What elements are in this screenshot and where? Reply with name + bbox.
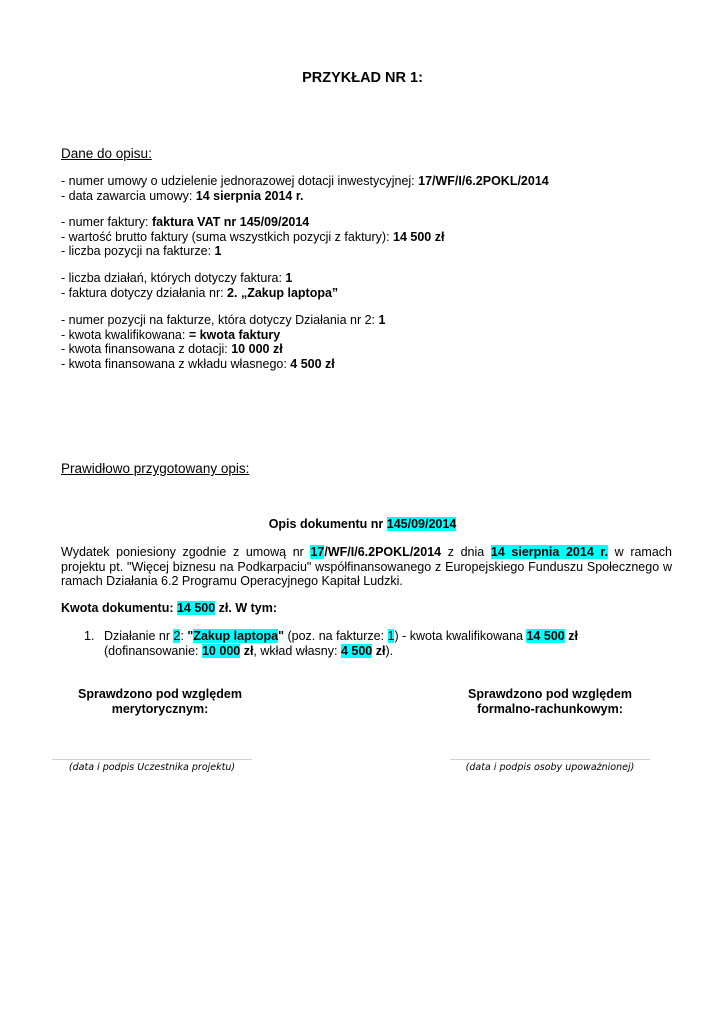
label: - kwota finansowana z dotacji: xyxy=(61,342,232,357)
value: = kwota faktury xyxy=(188,327,281,342)
value: 17/WF/I/6.2POKL/2014 xyxy=(418,174,549,188)
value: 2. „Zakup laptopa” xyxy=(227,285,339,300)
line-faktura-numer xyxy=(61,215,701,230)
signature-label-line1: Sprawdzono pod względem xyxy=(78,687,242,701)
label: - data zawarcia umowy: xyxy=(61,188,196,203)
dzialanie-number: 2 xyxy=(173,629,181,643)
line-liczba-dzialan xyxy=(61,271,701,286)
kwota-value: 14 500 xyxy=(176,601,216,615)
label: - numer pozycji na fakturze, która dotyczy Działania nr 2: xyxy=(61,313,379,327)
quote: " xyxy=(187,629,194,643)
text: (poz. na fakturze: xyxy=(284,629,388,643)
text: ) - kwota kwalifikowana xyxy=(394,629,527,643)
value: 14 sierpnia 2014 r. xyxy=(195,188,304,203)
section-heading-dane: Dane do opisu: xyxy=(61,146,152,161)
label: - liczba pozycji na fakturze: xyxy=(61,244,215,259)
opis-paragraph xyxy=(61,545,672,589)
list-number: 1. xyxy=(84,629,95,643)
dane-block-umowa xyxy=(61,174,701,203)
label: - liczba działań, których dotyczy faktura: xyxy=(61,271,286,285)
currency: zł xyxy=(240,643,254,658)
section-heading-opis: Prawidłowo przygotowany opis: xyxy=(61,461,250,476)
umowa-number-rest: /WF/I/6.2POKL/2014 xyxy=(324,545,442,559)
line-liczba-pozycji xyxy=(61,244,701,259)
kwota-dokumentu xyxy=(61,601,277,615)
label: - kwota finansowana z wkładu własnego: xyxy=(61,356,291,371)
value: 1 xyxy=(285,271,293,285)
document-number: 145/09/2014 xyxy=(386,517,457,531)
dane-block-dzialania xyxy=(61,271,701,300)
label: Opis dokumentu nr xyxy=(268,517,387,531)
signature-caption-left: (data i podpis Uczestnika projektu) xyxy=(68,762,236,773)
signature-line-right xyxy=(450,759,650,760)
line-wartosc xyxy=(61,230,701,245)
label: Kwota dokumentu: xyxy=(61,601,177,615)
suffix: zł. W tym: xyxy=(215,601,278,615)
kwota-kwalifikowana: 14 500 xyxy=(526,629,565,643)
label: - numer faktury: xyxy=(61,215,152,229)
signature-label-line1: Sprawdzono pod względem xyxy=(468,687,632,701)
label: - kwota kwalifikowana: xyxy=(61,327,189,342)
pozycja-number: 1 xyxy=(387,629,395,643)
text: Działanie nr xyxy=(104,629,174,643)
signature-label-line2: formalno-rachunkowym: xyxy=(477,701,623,716)
text: ). xyxy=(385,643,394,658)
signature-label-line2: merytorycznym: xyxy=(111,701,209,716)
value: 14 500 zł xyxy=(393,229,445,244)
value: 4 500 zł xyxy=(290,356,335,371)
dane-block-kwoty xyxy=(61,313,701,371)
page-title: PRZYKŁAD NR 1: xyxy=(302,70,423,86)
signature-block-merytoryczny xyxy=(55,687,265,716)
line-pozycje-dz2 xyxy=(61,313,701,328)
text: Wydatek poniesiony zgodnie z umową nr xyxy=(61,545,311,559)
dzialanie-name: Zakup laptopa xyxy=(193,629,279,643)
text: (dofinansowanie: xyxy=(104,643,202,658)
wklad-wlasny: 4 500 xyxy=(340,643,373,658)
umowa-number-highlight: 17 xyxy=(310,545,325,559)
label: - numer umowy o udzielenie jednorazowej dotacji inwestycyjnej: xyxy=(61,174,419,188)
value: 1 xyxy=(214,244,222,259)
line-wklad xyxy=(61,357,701,372)
label: - wartość brutto faktury (suma wszystkich pozycji z faktury): xyxy=(61,229,394,244)
currency: zł xyxy=(564,629,578,643)
value: 1 xyxy=(378,313,386,327)
signature-line-left xyxy=(52,759,252,760)
line-umowa-numer xyxy=(61,174,701,189)
text: : xyxy=(180,629,188,643)
signature-block-formalny xyxy=(445,687,655,716)
line-dzialanie xyxy=(61,286,701,301)
line-dotacja xyxy=(61,342,701,357)
line-kwalifikowana xyxy=(61,328,701,343)
value: 10 000 zł xyxy=(231,342,283,357)
signature-caption-right: (data i podpis osoby upoważnionej) xyxy=(465,762,635,773)
value: faktura VAT nr 145/09/2014 xyxy=(152,215,310,229)
dofinansowanie: 10 000 xyxy=(201,643,241,658)
line-umowa-data xyxy=(61,189,701,204)
label: - faktura dotyczy działania nr: xyxy=(61,285,228,300)
dane-block-faktura xyxy=(61,215,701,259)
text: w ramach projektu pt. "Więcej biznesu na Podkarpaciu" współfinansowanego z Europejskiego Funduszu Społecznego w ramach Działania 6.2 Programu Operacyjnego Kapitał Ludzki. xyxy=(61,545,673,589)
umowa-date: 14 sierpnia 2014 r. xyxy=(490,545,609,559)
list-item-text xyxy=(104,629,674,658)
opis-document-title xyxy=(0,517,725,531)
text: , wkład własny: xyxy=(253,643,341,658)
quote: " xyxy=(278,629,284,643)
text: z dnia xyxy=(441,545,491,559)
currency: zł xyxy=(372,643,386,658)
